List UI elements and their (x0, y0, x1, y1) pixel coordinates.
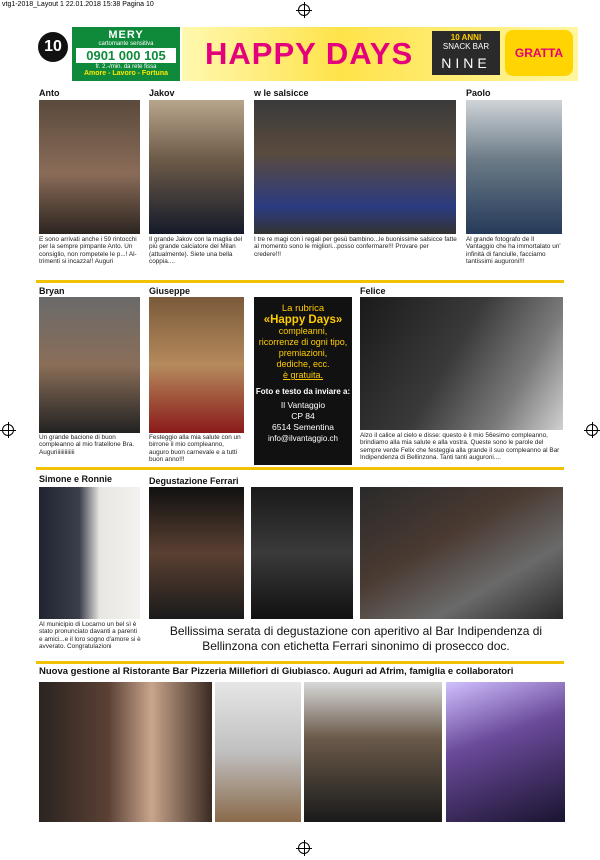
section-divider (36, 280, 564, 283)
registration-mark-icon (298, 4, 310, 16)
caption-paolo: Al grande fotografo de Il Vantaggio che ha immortalato un' infinità di fanciulle, facciamo tantissimi auguroni!!! (466, 236, 561, 266)
mery-ad (72, 27, 180, 81)
caption-felice: Alzo il calice al cielo e disse: questo è il mio 56esimo compleanno, brindiamo alla mia salute e alla vostra. Queste sono le parole del sempre verde Felix che festeggia alla grande il suo compleanno al Bar Indipendenza di Bellinzona. Tanti tanti auguroni.... (360, 432, 560, 462)
name-giuseppe: Giuseppe (149, 286, 191, 296)
name-salsicce: w le salsicce (254, 88, 309, 98)
promo-line: 6514 Sementina (272, 422, 334, 432)
name-degustazione: Degustazione Ferrari (149, 476, 239, 486)
name-jakov: Jakov (149, 88, 175, 98)
photo-bryan (39, 297, 140, 433)
caption-jakov: Il grande Jakov con la maglia del più grande calciatore del Milan (attualmente). Siete una bella coppia.... (149, 236, 243, 266)
badge-name: NINE (441, 55, 491, 71)
caption-anto: E sono arrivati anche i 59 rintocchi per la sempre pimpante Anto. Un consiglio, non rompetele le p...! Al-trimenti si incazza!! Auguri (39, 236, 137, 266)
promo-line: compleanni, (278, 326, 328, 336)
promo-line: ricorrenze di ogni tipo, (258, 337, 348, 347)
ad-tagline: Amore - Lavoro - Fortuna (83, 70, 168, 77)
photo-millefiori-1 (39, 682, 212, 822)
photo-ferrari-1 (149, 487, 244, 619)
print-slug: vtg1-2018_Layout 1 22.01.2018 15:38 Pagina 10 (2, 1, 154, 8)
promo-line: CP 84 (291, 411, 315, 421)
promo-line: premiazioni, (278, 348, 328, 358)
caption-salsicce: I tre re magi con i regali per gesù bambino...le buonissime salsicce fatte al momento sono le migliori...posso confermare!!! Provare per credere!!! (254, 236, 457, 258)
photo-giuseppe (149, 297, 244, 433)
promo-line: dediche, ecc. (276, 359, 330, 369)
photo-felice (360, 297, 563, 430)
ad-tariff: fr. 2.-/min. da rete fissa (95, 64, 157, 70)
badge-anni: 10 ANNI (450, 33, 482, 42)
nine-bar-logo (432, 31, 500, 75)
photo-salsicce (254, 100, 456, 234)
promo-line: è gratuita. (282, 370, 324, 380)
name-felice: Felice (360, 286, 386, 296)
photo-ferrari-2 (251, 487, 353, 619)
promo-title: «Happy Days» (263, 314, 343, 326)
photo-anto (39, 100, 140, 234)
name-paolo: Paolo (466, 88, 491, 98)
page-number: 10 (38, 32, 68, 62)
photo-millefiori-2 (215, 682, 301, 822)
name-simone-ronnie: Simone e Ronnie (39, 474, 113, 484)
photo-paolo (466, 100, 562, 234)
photo-ferrari-3 (360, 487, 563, 619)
happy-days-promo-box (254, 297, 352, 465)
badge-snack: SNACK BAR (442, 42, 490, 51)
page-title: HAPPY DAYS (205, 36, 414, 71)
registration-mark-icon (298, 842, 310, 854)
photo-millefiori-4 (446, 682, 565, 822)
caption-simone-ronnie: Al municipio di Locarno un bel sì è stato pronunciato davanti a parenti e amici...e il loro sogno d'amore si è avverato. Congratulazioni (39, 621, 141, 651)
promo-line: Foto e testo da inviare a: (255, 387, 351, 396)
footer-title: Nuova gestione al Ristorante Bar Pizzeria Millefiori di Giubiasco. Auguri ad Afrim, famiglia e collaboratori (39, 666, 514, 677)
name-anto: Anto (39, 88, 60, 98)
registration-mark-icon (586, 424, 598, 436)
promo-line: Il Vantaggio (280, 400, 326, 410)
ad-brand: MERY (108, 29, 144, 41)
ad-phone: 0901 000 105 (76, 48, 176, 63)
registration-mark-icon (2, 424, 14, 436)
promo-line: La rubrica (281, 303, 325, 314)
ad-subtitle: cartomante sensitiva (98, 41, 154, 47)
name-bryan: Bryan (39, 286, 65, 296)
section-divider (36, 467, 564, 470)
photo-millefiori-3 (304, 682, 442, 822)
section-divider (36, 661, 564, 664)
photo-simone-ronnie (39, 487, 140, 619)
caption-giuseppe: Festeggio alla mia salute con un birrone il mio compleanno, auguro buon carnevale e a tutti buon anno!!! (149, 434, 241, 464)
promo-email: info@ilvantaggio.ch (268, 434, 338, 443)
degustazione-text: Bellissima serata di degustazione con aperitivo al Bar Indipendenza di Bellinzona con etichetta Ferrari sinonimo di prosecco doc. (169, 624, 543, 653)
photo-jakov (149, 100, 244, 234)
gratta-logo: GRATTA (505, 30, 573, 76)
caption-bryan: Un grande bacione di buon compleanno al mio fratellone Bra. Auguriiiiiiiiiiiii (39, 434, 135, 456)
